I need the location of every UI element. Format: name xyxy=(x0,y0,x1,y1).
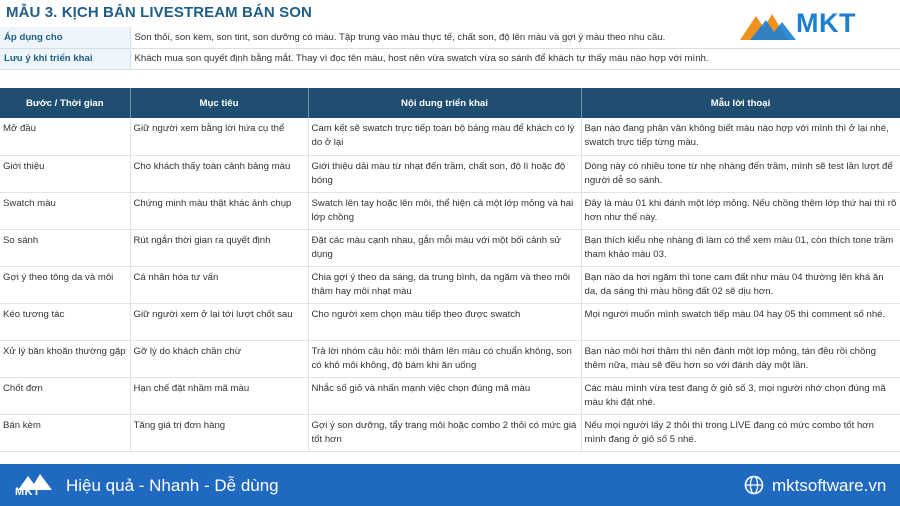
cell-step xyxy=(0,192,130,229)
cell-content xyxy=(308,377,581,414)
cell-goal-text: Giữ người xem bằng lời hứa cụ thể xyxy=(133,123,285,134)
info-value: Khách mua son quyết định bằng mắt. Thay vì đọc tên màu, host nên vừa swatch vừa so sánh để khách tự thấy màu nào hợp với mình. xyxy=(130,48,900,69)
cell-script xyxy=(581,192,900,229)
info-label: Lưu ý khi triển khai xyxy=(0,48,130,69)
cell-content xyxy=(308,266,581,303)
cell-script-text: Đây là màu 01 khi đánh một lớp mỏng. Nếu chồng thêm lớp thứ hai thì rõ hơn như thế này. xyxy=(584,197,897,223)
cell-content-text: Cam kết sẽ swatch trực tiếp toàn bộ bảng màu để khách có lý do ở lại xyxy=(311,123,575,148)
cell-goal xyxy=(130,303,308,340)
table-row xyxy=(0,118,900,155)
table-header-row xyxy=(0,88,900,118)
footer-website-link[interactable]: mktsoftware.vn xyxy=(772,476,887,495)
table-body xyxy=(0,118,900,451)
cell-step xyxy=(0,414,130,451)
cell-step-text: Giới thiệu xyxy=(3,160,45,172)
cell-step-text: Chốt đơn xyxy=(3,382,43,394)
cell-goal-text: Giữ người xem ở lại tới lượt chốt sau xyxy=(133,308,293,320)
cell-script xyxy=(581,414,900,451)
table-row xyxy=(0,155,900,192)
cell-step xyxy=(0,303,130,340)
cell-goal xyxy=(130,340,308,377)
cell-content xyxy=(308,118,581,155)
cell-goal xyxy=(130,155,308,192)
cell-script-text: Bạn nào môi hơi thâm thì nên đánh một lớp mỏng, tán đều rồi chồng thêm nữa, màu sẽ đều hơn so với đánh dày một lần. xyxy=(584,345,877,371)
cell-goal-text: Gỡ lý do khách chần chừ xyxy=(133,345,242,357)
cell-goal-text: Tăng giá trị đơn hàng xyxy=(133,419,226,431)
cell-script xyxy=(581,266,900,303)
info-row xyxy=(0,27,900,48)
cell-content-text: Trả lời nhóm câu hỏi: môi thâm lên màu có chuẩn không, son có khô môi không, độ bám khi ăn uống xyxy=(311,345,572,371)
cell-step-text: Swatch màu xyxy=(3,197,56,209)
cell-goal-text: Cho khách thấy toàn cảnh bảng màu xyxy=(133,160,291,172)
cell-goal xyxy=(130,118,308,155)
info-value: Son thỏi, son kem, son tint, son dưỡng có màu. Tập trung vào màu thực tế, chất son, độ lên màu và gợi ý màu theo nhu cầu. xyxy=(130,27,900,48)
cell-step xyxy=(0,377,130,414)
cell-step-text: Kéo tương tác xyxy=(3,308,65,320)
cell-script xyxy=(581,303,900,340)
cell-goal xyxy=(130,414,308,451)
column-header-step: Bước / Thời gian xyxy=(0,88,130,118)
cell-script xyxy=(581,229,900,266)
cell-script-text: Mọi người muốn mình swatch tiếp màu 04 hay 05 thì comment số nhé. xyxy=(584,308,886,320)
column-header-goal: Mục tiêu xyxy=(130,88,308,118)
globe-icon xyxy=(744,475,764,495)
cell-step-text: Gợi ý theo tông da và môi xyxy=(3,271,114,283)
cell-step xyxy=(0,340,130,377)
cell-content-text: Giới thiệu dải màu từ nhạt đến trầm, chất son, độ lì hoặc độ bóng xyxy=(311,160,566,186)
cell-content-text: Swatch lên tay hoặc lên môi, thể hiện cả một lớp mỏng và hai lớp chồng xyxy=(311,197,574,223)
cell-script-text: Bạn nào da hơi ngăm thì tone cam đất như màu 04 thường lên khá ăn da, da sáng thì màu hồng đất 02 sẽ dịu hơn. xyxy=(584,271,884,297)
footer-logo-text: MKT xyxy=(15,486,41,498)
cell-script xyxy=(581,377,900,414)
table-row xyxy=(0,377,900,414)
cell-goal xyxy=(130,266,308,303)
cell-step-text: Xử lý băn khoăn thường gặp xyxy=(3,345,126,357)
info-table xyxy=(0,27,900,70)
cell-content xyxy=(308,229,581,266)
cell-goal-text: Rút ngắn thời gian ra quyết định xyxy=(133,234,271,246)
cell-script-text: Nếu mọi người lấy 2 thỏi thì trong LIVE đang có mức combo tốt hơn mình đang ở giỏ số 5 nhé. xyxy=(584,419,874,445)
cell-script xyxy=(581,155,900,192)
cell-content-text: Gợi ý son dưỡng, tẩy trang môi hoặc combo 2 thỏi có mức giá tốt hơn xyxy=(311,419,577,445)
cell-script-text: Các màu mình vừa test đang ở giỏ số 3, mọi người nhớ chọn đúng mã màu khi đặt nhé. xyxy=(584,382,886,408)
mkt-logo-text: MKT xyxy=(796,8,856,38)
cell-step-text: So sánh xyxy=(3,234,39,246)
cell-content xyxy=(308,155,581,192)
cell-goal-text: Cá nhân hóa tư vấn xyxy=(133,271,219,283)
script-table xyxy=(0,88,900,452)
table-row xyxy=(0,414,900,451)
cell-step xyxy=(0,155,130,192)
cell-content xyxy=(308,340,581,377)
table-row xyxy=(0,229,900,266)
cell-step xyxy=(0,266,130,303)
cell-step xyxy=(0,118,130,155)
cell-script xyxy=(581,118,900,155)
column-header-script: Mẫu lời thoại xyxy=(581,88,900,118)
table-row xyxy=(0,340,900,377)
cell-goal xyxy=(130,192,308,229)
cell-content xyxy=(308,303,581,340)
cell-script-text: Bạn nào đang phân vân không biết màu nào hợp với mình thì ở lại nhé, swatch trực tiếp từng màu. xyxy=(584,123,889,148)
cell-content xyxy=(308,192,581,229)
cell-script-text: Dòng này có nhiều tone từ nhẹ nhàng đến trầm, mình sẽ test lần lượt để người dễ so sánh. xyxy=(584,160,893,186)
cell-goal xyxy=(130,377,308,414)
footer-slogan: Hiệu quả - Nhanh - Dễ dùng xyxy=(66,476,279,495)
cell-goal-text: Hạn chế đặt nhầm mã màu xyxy=(133,382,250,394)
info-row xyxy=(0,48,900,69)
cell-step xyxy=(0,229,130,266)
column-header-content: Nội dung triển khai xyxy=(308,88,581,118)
table-row xyxy=(0,303,900,340)
cell-content-text: Cho người xem chọn màu tiếp theo được swatch xyxy=(311,308,521,320)
cell-content-text: Đặt các màu cạnh nhau, gắn mỗi màu với một bối cảnh sử dụng xyxy=(311,234,561,260)
cell-step-text: Bán kèm xyxy=(3,419,41,431)
page-title: MẪU 3. KỊCH BẢN LIVESTREAM BÁN SON xyxy=(6,4,312,21)
info-label: Áp dụng cho xyxy=(0,27,130,48)
cell-step-text: Mở đầu xyxy=(3,123,36,134)
footer-bar xyxy=(0,464,900,506)
cell-script xyxy=(581,340,900,377)
cell-content-text: Nhắc số giỏ và nhấn mạnh việc chọn đúng mã màu xyxy=(311,382,531,394)
cell-goal xyxy=(130,229,308,266)
table-row xyxy=(0,192,900,229)
cell-goal-text: Chứng minh màu thật khác ảnh chụp xyxy=(133,197,292,209)
cell-content-text: Chia gợi ý theo da sáng, da trung bình, da ngăm và theo môi thâm hay môi nhạt màu xyxy=(311,271,571,297)
table-row xyxy=(0,266,900,303)
cell-script-text: Bạn thích kiểu nhẹ nhàng đi làm có thể xem màu 01, còn thích tone trầm tham khảo màu 03. xyxy=(584,234,894,260)
cell-content xyxy=(308,414,581,451)
